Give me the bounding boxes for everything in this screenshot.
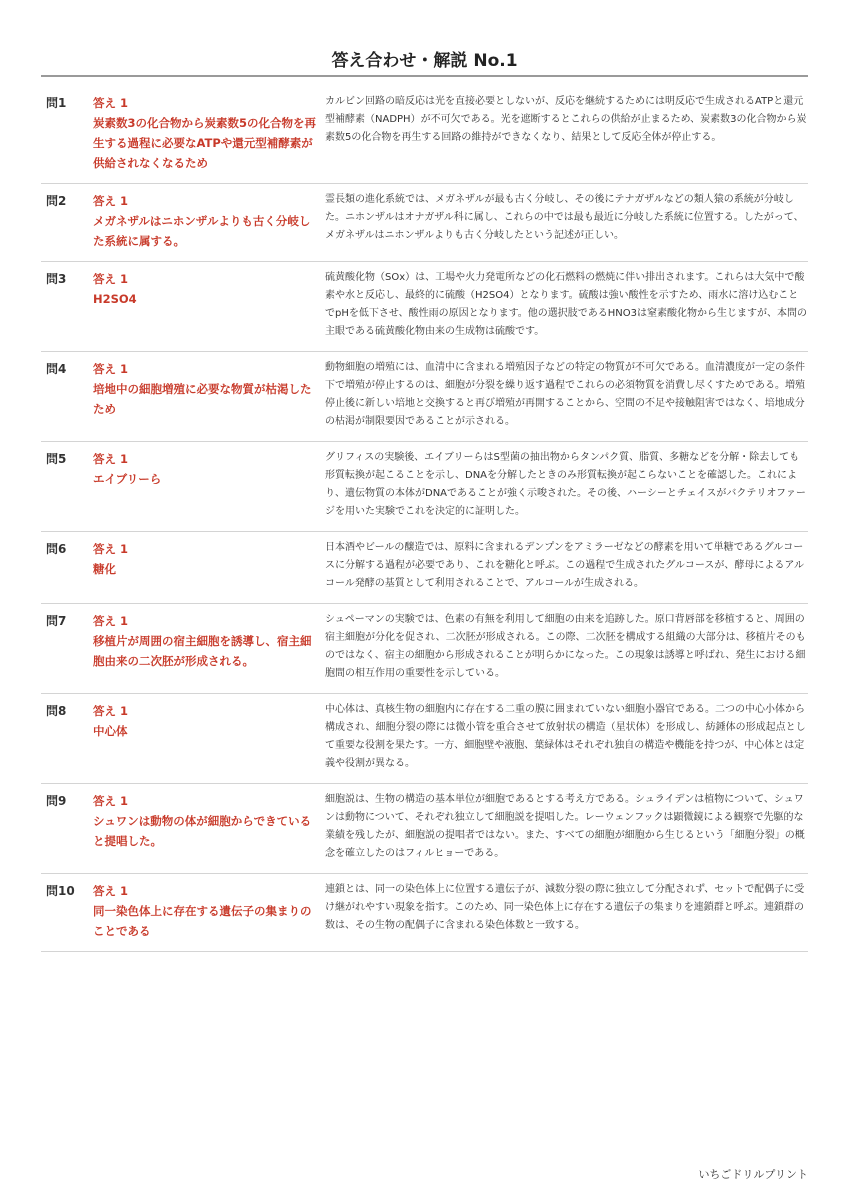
answer-text: 炭素数3の化合物から炭素数5の化合物を再生する過程に必要なATPや還元型補酵素が供給されなくなるため (93, 116, 317, 170)
answer-cell (93, 881, 325, 941)
question-number: 問1 (46, 96, 67, 110)
answer-label: 答え 1 (93, 362, 129, 376)
question-number: 問5 (46, 452, 67, 466)
answer-label: 答え 1 (93, 704, 129, 718)
answer-cell (93, 449, 325, 521)
answer-label: 答え 1 (93, 542, 129, 556)
answer-label: 答え 1 (93, 452, 129, 466)
answer-text: 移植片が周囲の宿主細胞を誘導し、宿主細胞由来の二次胚が形成される。 (93, 634, 312, 668)
answer-table (41, 86, 808, 952)
answer-cell (93, 701, 325, 773)
answer-text: 同一染色体上に存在する遺伝子の集まりのことである (93, 904, 312, 938)
explanation-text: 日本酒やビールの醸造では、原料に含まれるデンプンをアミラーゼなどの酵素を用いて単糖であるグルコースに分解する過程が必要であり、これを糖化と呼ぶ。この過程で生成されたグルコースが、酵母によるアルコール発酵の基質として利用されることで、アルコールが生成される。 (325, 542, 804, 589)
explanation-text: シュペーマンの実験では、色素の有無を利用して細胞の由来を追跡した。原口背唇部を移植すると、周囲の宿主細胞が分化を促され、二次胚が形成される。この際、二次胚を構成する組織の大部分は、移植片そのものではなく、宿主の細胞から形成されることが明らかになった。この現象は誘導と呼ばれ、発生における細胞間の相互作用の重要性を示している。 (325, 614, 806, 679)
answer-label: 答え 1 (93, 272, 129, 286)
question-number: 問8 (46, 704, 67, 718)
question-number: 問9 (46, 794, 67, 808)
explanation-text: 連鎖とは、同一の染色体上に位置する遺伝子が、減数分裂の際に独立して分配されず、セットで配偶子に受け継がれやすい現象を指す。このため、同一染色体上に存在する遺伝子の集まりを連鎖群と呼ぶ。連鎖群の数は、その生物の配偶子に含まれる染色体数と一致する。 (325, 884, 805, 931)
question-number: 問3 (46, 272, 67, 286)
answer-text: シュワンは動物の体が細胞からできていると提唱した。 (93, 814, 312, 848)
answer-row (41, 694, 808, 784)
explanation-text: グリフィスの実験後、エイブリーらはS型菌の抽出物からタンパク質、脂質、多糖などを分解・除去しても形質転換が起こることを示し、DNAを分解したときのみ形質転換が起こらないことを確認した。これにより、遺伝物質の本体がDNAであることが強く示唆された。その後、ハーシーとチェイスがバクテリオファージを用いた実験でこれを決定的に証明した。 (325, 452, 806, 517)
footer-brand: いちごドリルプリント (698, 1168, 808, 1181)
answer-text: 糖化 (93, 562, 116, 576)
answer-label: 答え 1 (93, 194, 129, 208)
answer-cell (93, 539, 325, 593)
answer-text: メガネザルはニホンザルよりも古く分岐した系統に属する。 (93, 214, 311, 248)
answer-cell (93, 191, 325, 251)
answer-row (41, 352, 808, 442)
answer-cell (93, 611, 325, 683)
answer-row (41, 442, 808, 532)
answer-row (41, 604, 808, 694)
answer-text: H2SO4 (93, 292, 137, 306)
question-number: 問6 (46, 542, 67, 556)
explanation-text: 動物細胞の増殖には、血清中に含まれる増殖因子などの特定の物質が不可欠である。血清濃度が一定の条件下で増殖が停止するのは、細胞が分裂を繰り返す過程でこれらの必須物質を消費し尽くすためである。増殖停止後に新しい培地と交換すると再び増殖が再開することから、空間の不足や接触阻害ではなく、培地成分の枯渇が制限要因であることが示される。 (325, 362, 805, 427)
answer-label: 答え 1 (93, 96, 129, 110)
answer-label: 答え 1 (93, 614, 129, 628)
explanation-text: 中心体は、真核生物の細胞内に存在する二重の膜に囲まれていない細胞小器官である。二つの中心小体から構成され、細胞分裂の際には微小管を重合させて放射状の構造（星状体）を形成し、紡錘体の形成起点として重要な役割を果たす。一方、細胞壁や液胞、葉緑体はそれぞれ独自の構造や機能を持つが、中心体とは定義や役割が異なる。 (325, 704, 806, 769)
answer-cell (93, 359, 325, 431)
answer-row (41, 86, 808, 184)
title-divider (41, 75, 808, 77)
question-number: 問4 (46, 362, 67, 376)
answer-row (41, 262, 808, 352)
answer-cell (93, 269, 325, 341)
answer-label: 答え 1 (93, 794, 129, 808)
answer-row (41, 784, 808, 874)
question-number: 問2 (46, 194, 67, 208)
answer-text: 培地中の細胞増殖に必要な物質が枯渇したため (93, 382, 312, 416)
explanation-text: 硫黄酸化物（SOx）は、工場や火力発電所などの化石燃料の燃焼に伴い排出されます。これらは大気中で酸素や水と反応し、最終的に硫酸（H2SO4）となります。硫酸は強い酸性を示すため、雨水に溶け込むことでpHを低下させ、酸性雨の原因となります。他の選択肢であるHNO3は窒素酸化物から生じますが、本問の主眼である硫黄酸化物由来の生成物は硫酸です。 (325, 272, 807, 337)
answer-cell (93, 791, 325, 863)
question-number: 問10 (46, 884, 75, 898)
answer-row (41, 532, 808, 604)
answer-label: 答え 1 (93, 884, 129, 898)
answer-row (41, 874, 808, 952)
page-title: 答え合わせ・解説 No.1 (331, 51, 518, 71)
answer-text: エイブリーら (93, 472, 162, 486)
explanation-text: 細胞説は、生物の構造の基本単位が細胞であるとする考え方である。シュライデンは植物について、シュワンは動物について、それぞれ独立して細胞説を提唱した。レーウェンフックは顕微鏡による観察で先駆的な業績を残したが、細胞説の提唱者ではない。また、すべての細胞が細胞から生じるという「細胞分裂」の概念を確立したのはフィルヒョーである。 (325, 794, 805, 859)
answer-text: 中心体 (93, 724, 128, 738)
explanation-text: カルビン回路の暗反応は光を直接必要としないが、反応を継続するためには明反応で生成されるATPと還元型補酵素（NADPH）が不可欠である。光を遮断するとこれらの供給が止まるため、炭素数3の化合物から炭素数5の化合物を再生する回路の維持ができなくなり、結果として反応全体が停止する。 (325, 96, 807, 143)
answer-cell (93, 93, 325, 173)
answer-row (41, 184, 808, 262)
question-number: 問7 (46, 614, 67, 628)
explanation-text: 霊長類の進化系統では、メガネザルが最も古く分岐し、その後にテナガザルなどの類人猿の系統が分岐した。ニホンザルはオナガザル科に属し、これらの中では最も最近に分岐した系統に位置する。したがって、メガネザルはニホンザルよりも古く分岐したという記述が正しい。 (325, 194, 804, 241)
